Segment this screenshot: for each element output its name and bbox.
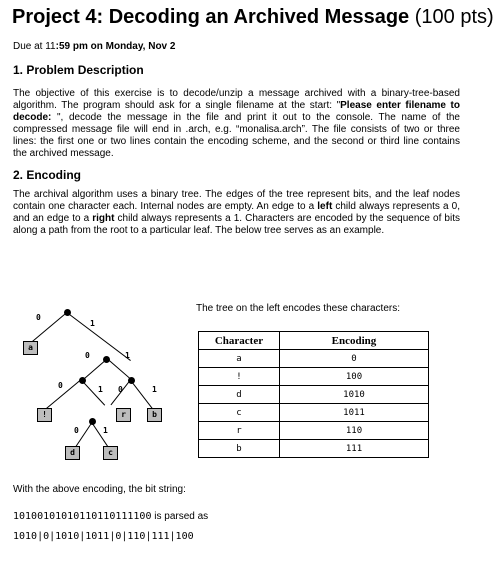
tree-leaf: b: [147, 408, 162, 422]
example-bitstring-line: [13, 506, 208, 524]
table-caption: The tree on the left encodes these characters:: [196, 303, 401, 314]
tree-leaf: c: [103, 446, 118, 460]
title-main: Project 4: Decoding an Archived Message: [12, 6, 410, 28]
section2-text-a: The archival algorithm uses a binary tree. The edges of the tree represent bits, and the leaf nodes contain one character each. Internal nodes are empty. An edge to a: [13, 189, 460, 212]
page-title: [12, 6, 494, 29]
section1-prompt: Please enter filename to decode:: [13, 100, 460, 123]
example-parsed: 1010|0|1010|1011|0|110|111|100: [13, 531, 194, 542]
section1-text-a: The objective of this exercise is to decode/unzip a message archived with a binary-tree-based algorithm. The program should ask for a single filename at the start: ": [13, 88, 460, 111]
encoding-cell: 110: [280, 422, 429, 440]
table-row: [199, 350, 429, 368]
edge-bit-label: 0: [36, 313, 41, 322]
tree-node: [103, 356, 110, 363]
section2-heading: 2. Encoding: [13, 168, 82, 182]
encoding-cell: 0: [280, 350, 429, 368]
tree-leaf: !: [37, 408, 52, 422]
character-cell: d: [199, 386, 280, 404]
due-emph: :59 pm on Monday, Nov 2: [55, 41, 176, 52]
section2-text-c: child always represents a 0, and an edge to a: [13, 201, 460, 224]
tree-edge: [73, 422, 92, 451]
edge-bit-label: 0: [85, 351, 90, 360]
example-bitstring: 10100101010110110111100: [13, 511, 152, 522]
edge-bit-label: 1: [125, 351, 130, 360]
example-intro: With the above encoding, the bit string:: [13, 484, 186, 495]
character-cell: b: [199, 440, 280, 458]
edge-bit-label: 1: [90, 319, 95, 328]
column-header-character: Character: [199, 332, 280, 350]
edge-bit-label: 1: [152, 385, 157, 394]
edge-bit-label: 1: [98, 385, 103, 394]
due-prefix: Due at 11: [13, 41, 56, 52]
encoding-cell: 100: [280, 368, 429, 386]
title-points: (100 pts): [414, 6, 494, 28]
table-row: [199, 422, 429, 440]
section1-heading: 1. Problem Description: [13, 63, 144, 77]
table-row: [199, 368, 429, 386]
encoding-table: [198, 331, 429, 458]
table-row: [199, 404, 429, 422]
tree-node: [79, 377, 86, 384]
tree-edge: [45, 380, 81, 410]
table-row: [199, 386, 429, 404]
due-date: [13, 41, 175, 52]
tree-edge: [82, 361, 105, 381]
section1-paragraph: [13, 88, 460, 160]
edge-bit-label: 0: [74, 426, 79, 435]
tree-edge: [66, 312, 130, 361]
section2-left: left: [317, 201, 333, 212]
section1-text-c: ", decode the message in the file and print it out to the console. The name of the compressed message file will end in .arch, e.g. “monalisa.arch”. The file consists of two or three lines: the first one or two lines contain the encoding scheme, and the second or third line contains the archived message.: [13, 112, 460, 159]
example-parsed-as: is parsed as: [151, 511, 209, 522]
column-header-encoding: Encoding: [280, 332, 429, 350]
tree-edge: [109, 360, 132, 380]
encoding-cell: 111: [280, 440, 429, 458]
tree-leaf: a: [23, 341, 38, 355]
tree-node: [89, 418, 96, 425]
encoding-cell: 1010: [280, 386, 429, 404]
edge-bit-label: 0: [118, 385, 123, 394]
tree-node: [64, 309, 71, 316]
tree-leaf: d: [65, 446, 80, 460]
tree-edge: [31, 312, 68, 343]
tree-node: [128, 377, 135, 384]
section2-right: right: [92, 213, 115, 224]
tree-edge: [130, 380, 156, 413]
section2-text-e: child always represents a 1. Characters are encoded by the sequence of bits along a path from the root to a particular leaf. The below tree serves as an example.: [13, 213, 460, 236]
edge-bit-label: 1: [103, 426, 108, 435]
table-header-row: [199, 332, 429, 350]
tree-edge: [81, 380, 105, 406]
character-cell: c: [199, 404, 280, 422]
encoding-cell: 1011: [280, 404, 429, 422]
tree-edge: [91, 422, 110, 451]
tree-leaf: r: [116, 408, 131, 422]
section2-paragraph: [13, 189, 460, 237]
character-cell: a: [199, 350, 280, 368]
table-row: [199, 440, 429, 458]
tree-edge: [110, 379, 131, 405]
character-cell: !: [199, 368, 280, 386]
character-cell: r: [199, 422, 280, 440]
edge-bit-label: 0: [58, 381, 63, 390]
